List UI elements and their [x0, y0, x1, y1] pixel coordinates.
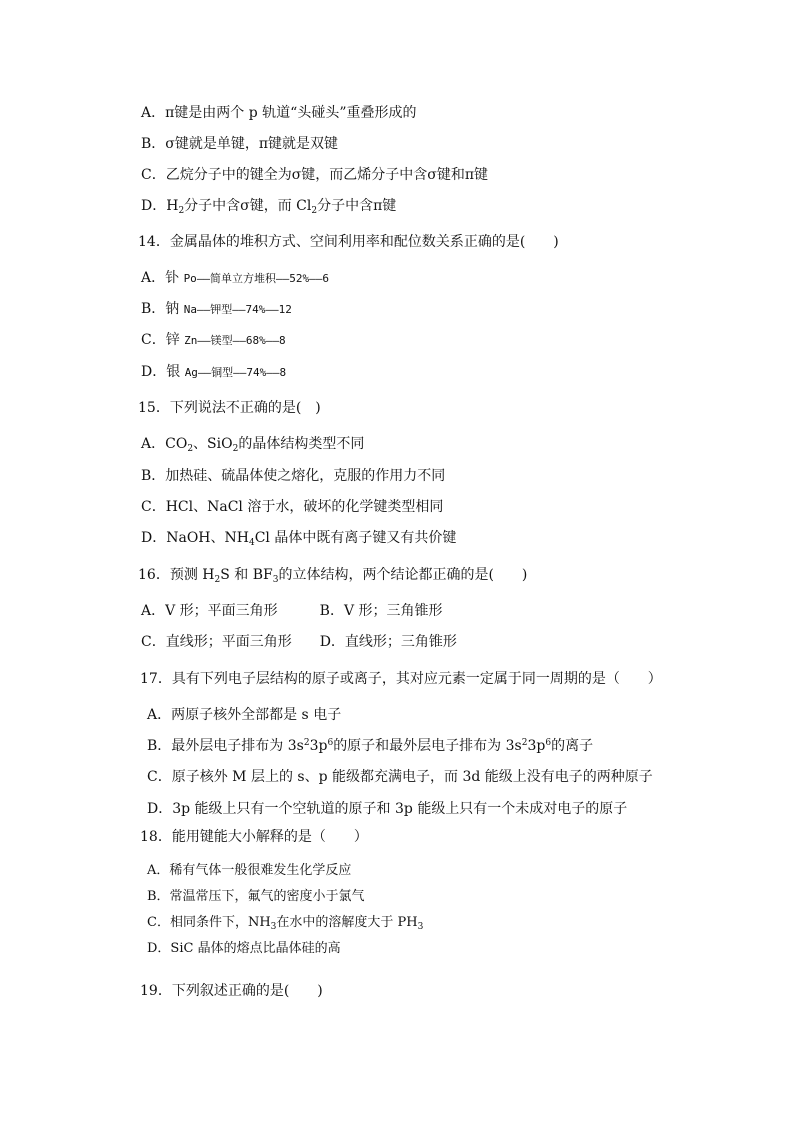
q14-option-c: C．锌 Zn——镁型——68%——8 [141, 332, 286, 348]
q14-option-d: D．银 Ag——铜型——74%——8 [141, 364, 287, 380]
q17-option-c: C．原子核外 M 层上的 s、p 能级都充满电子，而 3d 能级上没有电子的两种原子 [147, 769, 653, 785]
q17-option-b: B．最外层电子排布为 $3s^23p^6$的原子和最外层电子排布为 $3s^23p^6$的离子 [147, 738, 594, 754]
q15-option-a: A．$CO_2$、SiO$_2$的晶体结构类型不同 [141, 436, 365, 454]
q16-options-cd: C．直线形；平面三角形 D．直线形；三角锥形 [141, 634, 457, 650]
q13-option-a: A．π键是由两个 p 轨道“头碰头”重叠形成的 [141, 105, 417, 121]
q18-option-c: C．相同条件下，$NH_3$在水中的溶解度大于 $PH_3$ [147, 915, 424, 932]
q14-stem: 14．金属晶体的堆积方式、空间利用率和配位数关系正确的是( ) [138, 234, 559, 250]
q17-stem: 17．具有下列电子层结构的原子或离子，其对应元素一定属于同一周期的是（ ） [140, 671, 662, 687]
q18-option-b: B．常温常压下，氟气的密度小于氯气 [147, 889, 365, 904]
q17-option-d: D．3p 能级上只有一个空轨道的原子和 3p 能级上只有一个未成对电子的原子 [147, 801, 628, 817]
q13-option-b: B．σ键就是单键，π键就是双键 [141, 136, 339, 152]
q19-stem: 19．下列叙述正确的是( ) [140, 983, 323, 999]
q18-stem: 18．能用键能大小解释的是（ ） [140, 829, 368, 845]
q15-option-c: C．HCl、NaCl 溶于水，破坏的化学键类型相同 [141, 499, 444, 515]
q13-option-d: D．$H_2$分子中含σ键，而 $Cl_2$分子中含π键 [141, 198, 397, 216]
q16-options-ab: A．V 形；平面三角形 B．V 形；三角锥形 [141, 603, 443, 619]
q16-stem: 16．预测 $H_2S$ 和 $BF_3$的立体结构，两个结论都正确的是( ) [138, 567, 528, 585]
q13-option-c: C．乙烷分子中的键全为σ键，而乙烯分子中含σ键和π键 [141, 167, 489, 183]
q18-option-a: A．稀有气体一般很难发生化学反应 [147, 863, 352, 878]
q14-option-a: A．钋 Po——简单立方堆积——52%——6 [141, 270, 330, 286]
q14-option-b: B．钠 Na——钾型——74%——12 [141, 301, 292, 317]
q15-option-b: B．加热硅、硫晶体使之熔化，克服的作用力不同 [141, 468, 446, 484]
q17-option-a: A．两原子核外全部都是 s 电子 [147, 707, 342, 723]
q18-option-d: D．SiC 晶体的熔点比晶体硅的高 [147, 941, 341, 956]
q15-stem: 15．下列说法不正确的是( ) [138, 400, 321, 416]
q15-option-d: D．NaOH、$NH_4Cl$ 晶体中既有离子键又有共价键 [141, 530, 457, 548]
